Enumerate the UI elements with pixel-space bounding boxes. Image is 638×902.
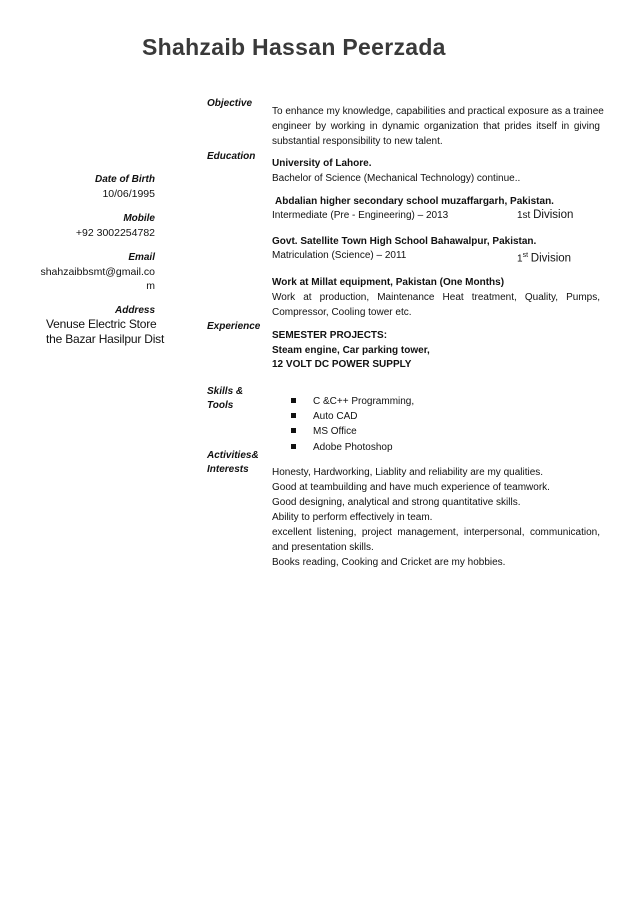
edu-abd-title: Abdalian higher secondary school muzaffargarh, Pakistan. (275, 196, 554, 207)
edu-govt-division-sup: st (522, 252, 529, 259)
bullet-icon (291, 444, 296, 449)
address-label: Address (114, 305, 155, 316)
exp-projects-line2: 12 VOLT DC POWER SUPPLY (272, 359, 412, 370)
edu-abd-division-num: 1st (517, 210, 531, 221)
email-value-line1: shahzaibbsmt@gmail.co (40, 266, 155, 278)
skill-item: C &C++ Programming, (291, 396, 414, 407)
edu-abd-division (517, 208, 573, 224)
section-activities-line1: Activities& (207, 450, 259, 461)
resume-name: Shahzaib Hassan Peerzada (142, 34, 446, 60)
edu-govt-title: Govt. Satellite Town High School Bahawalpur, Pakistan. (272, 236, 537, 247)
edu-uol-title: University of Lahore. (272, 158, 372, 169)
mobile-label: Mobile (123, 213, 155, 224)
skill-item: MS Office (291, 426, 357, 437)
bullet-icon (291, 398, 296, 403)
section-experience: Experience (207, 321, 261, 332)
edu-govt-detail: Matriculation (Science) – 2011 (272, 250, 407, 261)
exp-work-line1: Work at production, Maintenance Heat treatment, Quality, Pumps, (272, 292, 600, 303)
section-activities-line2: Interests (207, 464, 249, 475)
skill-item: Auto CAD (291, 411, 357, 422)
bullet-icon (291, 413, 296, 418)
activities-line6: and presentation skills. (272, 542, 374, 553)
bullet-icon (291, 428, 296, 433)
section-skills-line2: Tools (207, 400, 234, 411)
dob-value: 10/06/1995 (102, 188, 155, 200)
objective-line3: substantial responsibility to new talent. (272, 136, 443, 147)
edu-uol-detail: Bachelor of Science (Mechanical Technology) continue.. (272, 173, 521, 184)
email-label: Email (128, 252, 155, 263)
exp-work-title: Work at Millat equipment, Pakistan (One Months) (272, 277, 505, 288)
skill-item: Adobe Photoshop (291, 442, 393, 453)
mobile-value: +92 3002254782 (75, 227, 155, 239)
exp-projects-line1: Steam engine, Car parking tower, (272, 345, 430, 356)
activities-line5: excellent listening, project management, interpersonal, communication, (272, 527, 600, 538)
address-line1: Venuse Electric Store (46, 317, 157, 331)
section-education: Education (207, 151, 256, 162)
activities-line2: Good at teambuilding and have much experience of teamwork. (272, 482, 550, 493)
exp-work-line2: Compressor, Cooling tower etc. (272, 307, 412, 318)
email-value-line2: m (146, 280, 155, 292)
activities-line3: Good designing, analytical and strong quantitative skills. (272, 497, 521, 508)
edu-govt-division-num: 1 (517, 253, 523, 265)
edu-abd-detail: Intermediate (Pre - Engineering) – 2013 (272, 210, 449, 221)
section-skills-line1: Skills & (207, 386, 244, 397)
edu-govt-division (517, 248, 571, 267)
activities-line1: Honesty, Hardworking, Liablity and reliability are my qualities. (272, 467, 544, 478)
address-line2: the Bazar Hasilpur Dist (46, 332, 165, 346)
activities-line7: Books reading, Cooking and Cricket are my hobbies. (272, 557, 506, 568)
edu-abd-division-word: Division (533, 209, 574, 221)
objective-line1: To enhance my knowledge, capabilities and practical exposure as a trainee (272, 106, 604, 117)
dob-label: Date of Birth (95, 174, 155, 185)
objective-line2: engineer by working in dynamic organization that prides itself in giving (272, 121, 600, 132)
activities-line4: Ability to perform effectively in team. (272, 512, 433, 523)
section-objective: Objective (207, 98, 253, 109)
edu-govt-division-word: Division (530, 252, 572, 265)
exp-projects-title: SEMESTER PROJECTS: (272, 330, 388, 341)
